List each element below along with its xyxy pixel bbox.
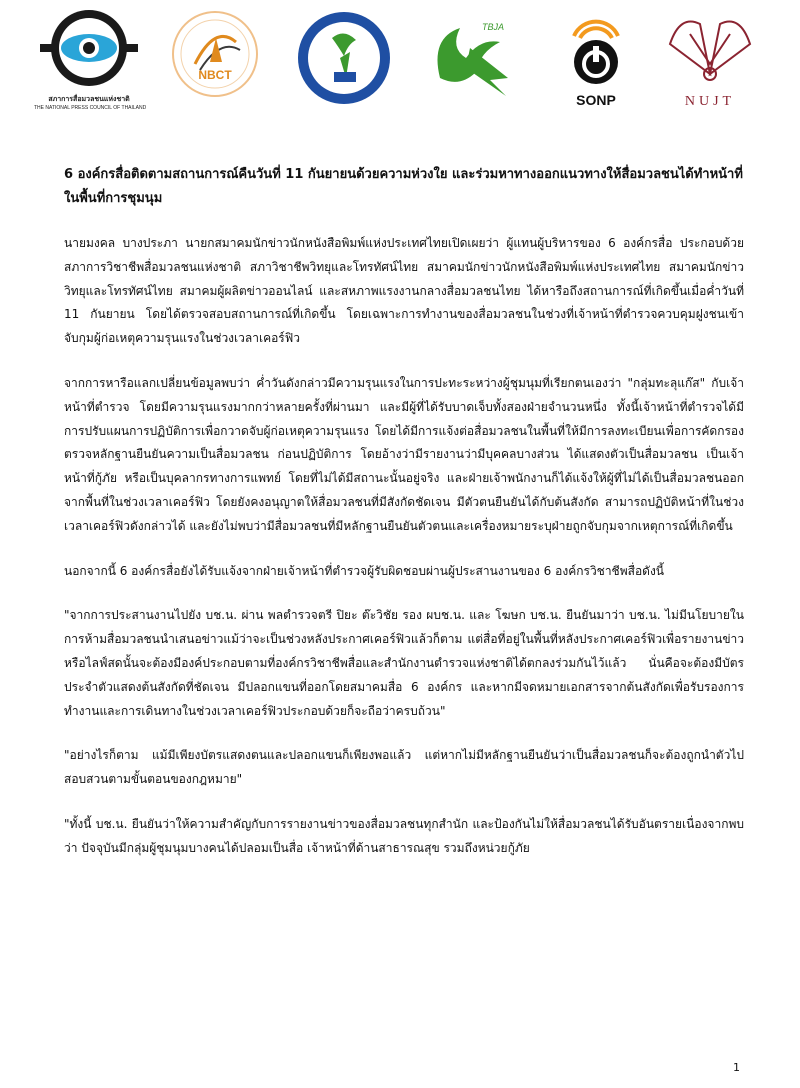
sonp-logo xyxy=(560,6,632,116)
paragraph-6: "ทั้งนี้ บช.น. ยืนยันว่าให้ความสำคัญกับการรายงานข่าวของสื่อมวลชนทุกสำนัก และป้องกันไม่ให้สื่อมวลชนได้รับอันตรายเนื่องจากพบว่า ปัจจุบันมีกลุ่มผู้ชุมนุมบางคนได้ปลอมเป็นสื่อ เจ้าหน้าที่ด้านสาธารณสุข รวมถึงหน่วยกู้ภัย xyxy=(64,816,744,855)
tja-emblem xyxy=(296,8,392,108)
paragraph-5: "อย่างไรก็ตาม แม้มีเพียงบัตรแสดงตนและปลอกแขนก็เพียงพอแล้ว แต่หากไม่มีหลักฐานยืนยันว่าเป็นสื่อมวลชนก็จะต้องถูกนำตัวไปสอบสวนตามขั้นตอนของกฎหมาย" xyxy=(64,748,744,787)
paragraph-1: นายมงคล บางประภา นายกสมาคมนักข่าวนักหนังสือพิมพ์แห่งประเทศไทยเปิดเผยว่า ผู้แทนผู้บริหารของ 6 องค์กรสื่อ ประกอบด้วย สภาการวิชาชีพสื่อมวลชนแห่งชาติ สภาวิชาชีพวิทยุและโทรทัศน์ไทย สมาคมนักข่าวนักหนังสือพิมพ์แห่งประเทศไทย สมาคมนักข่าววิทยุและโทรทัศน์ไทย สมาคมผู้ผลิตข่าวออนไลน์ และสหภาพแรงงานกลางสื่อมวลชนไทย ได้หารือถึงสถานการณ์ที่เกิดขึ้นเมื่อค่ำวันที่ 11 กันยายน โดยได้ตรวจสอบสถานการณ์ที่เกิดขึ้น โดยเฉพาะการทำงานของสื่อมวลชนในช่วงที่เจ้าหน้าที่ตำรวจควบคุมฝูงชนเข้าจับกุมผู้ก่อเหตุความรุนแรงในช่วงเวลาเคอร์ฟิว xyxy=(64,236,744,346)
npct-caption-en: THE NATIONAL PRESS COUNCIL OF THAILAND xyxy=(34,105,147,111)
npct-caption-th: สภาการสื่อมวลชนแห่งชาติ xyxy=(48,96,130,103)
nujt-emblem xyxy=(660,4,760,88)
tbja-caption: TBJA xyxy=(482,22,505,32)
npct-emblem xyxy=(34,6,144,90)
sonp-caption: SONP xyxy=(576,92,616,108)
tbja-logo xyxy=(420,8,520,108)
logo-strip xyxy=(0,0,800,125)
nbct-emblem xyxy=(170,4,260,104)
paragraph-2: จากการหารือแลกเปลี่ยนข้อมูลพบว่า ค่ำวันดังกล่าวมีความรุนแรงในการปะทะระหว่างผู้ชุมนุมที่เรียกตนเองว่า "กลุ่มทะลุแก๊ส" กับเจ้าหน้าที่ตำรวจ โดยมีความรุนแรงมากกว่าหลายครั้งที่ผ่านมา และมีผู้ที่ได้รับบาดเจ็บทั้งสองฝ่ายจำนวนหนึ่ง ทั้งนี้เจ้าหน้าที่ตำรวจได้มีการปรับแผนการปฏิบัติการเพื่อกวาดจับผู้ก่อเหตุความรุนแรง โดยได้มีการแจ้งต่อสื่อมวลชนในพื้นที่ให้มีการลงทะเบียนเพื่อการคัดกรอง ตรวจหลักฐานยืนยันความเป็นสื่อมวลชน ก่อนปฏิบัติการ โดยอ้างว่ามีรายงานว่ามีบุคคลบางส่วน ได้แสดงตัวเป็นสื่อมวลชน เป็นเจ้าหน้าที่กู้ภัย หรือเป็นบุคลากรทางการแพทย์ โดยที่ไม่ได้มีสถานะนั้นอยู่จริง และฝ่ายเจ้าพนักงานก็ได้แจ้งให้ผู้ที่ไม่ได้เป็นสื่อมวลชนออกจากพื้นที่ในช่วงเวลาเคอร์ฟิว โดยยังคงอนุญาตให้สื่อมวลชนที่มีสังกัดชัดเจน มีตัวตนยืนยันได้กับต้นสังกัด สามารถปฏิบัติหน้าที่ในช่วงเวลาเคอร์ฟิวดังกล่าวได้ และยังไม่พบว่ามีสื่อมวลชนที่มีหลักฐานยืนยันตัวตนและเครื่องหมายระบุฝ่ายถูกจับกุมจากเหตุการณ์ที่เกิดขึ้น xyxy=(64,375,744,533)
nbct-logo xyxy=(170,4,260,114)
sonp-emblem xyxy=(560,6,632,90)
paragraph-3: นอกจากนี้ 6 องค์กรสื่อยังได้รับแจ้งจากฝ่ายเจ้าหน้าที่ตำรวจผู้รับผิดชอบผ่านผู้ประสานงานของ 6 องค์กรวิชาชีพสื่อดังนี้ xyxy=(64,563,664,578)
nbct-caption: NBCT xyxy=(198,68,232,82)
npct-logo xyxy=(34,6,147,116)
tja-logo xyxy=(296,8,392,108)
document-title: 6 องค์กรสื่อติดตามสถานการณ์คืนวันที่ 11 กันยายนด้วยความห่วงใย และร่วมหาทางออกแนวทางให้สื่อมวลชนได้ทำหน้าที่ในพื้นที่การชุมนุม xyxy=(64,167,743,206)
tbja-emblem xyxy=(420,8,520,98)
nujt-logo xyxy=(660,4,760,116)
document-body xyxy=(64,163,744,882)
page-number: 1 xyxy=(733,1061,740,1074)
paragraph-4: "จากการประสานงานไปยัง บช.น. ผ่าน พลตำรวจตรี ปิยะ ต๊ะวิชัย รอง ผบช.น. และ โฆษก บช.น. ยืนยันมาว่า บช.น. ไม่มีนโยบายในการห้ามสื่อมวลชนนำเสนอข่าวแม้ว่าจะเป็นช่วงหลังประกาศเคอร์ฟิวแล้วก็ตาม แต่สื่อที่อยู่ในพื้นที่หลังประกาศเคอร์ฟิวเพื่อรายงานข่าวหรือไลฟ์สดนั้นจะต้องมีองค์ประกอบตามที่องค์กรวิชาชีพสื่อและสำนักงานตำรวจแห่งชาติได้ตกลงร่วมกันไว้แล้ว นั่นคือจะต้องมีบัตรประจำตัวแสดงต้นสังกัดที่ชัดเจน มีปลอกแขนที่ออกโดยสมาคมสื่อ 6 องค์กร และหากมีจดหมายเอกสารจากต้นสังกัดเพื่อรับรองการทำงานและการเดินทางในช่วงเวลาเคอร์ฟิวประกอบด้วยก็จะถือว่าครบถ้วน" xyxy=(64,608,744,718)
nujt-caption: NUJT xyxy=(684,94,736,109)
